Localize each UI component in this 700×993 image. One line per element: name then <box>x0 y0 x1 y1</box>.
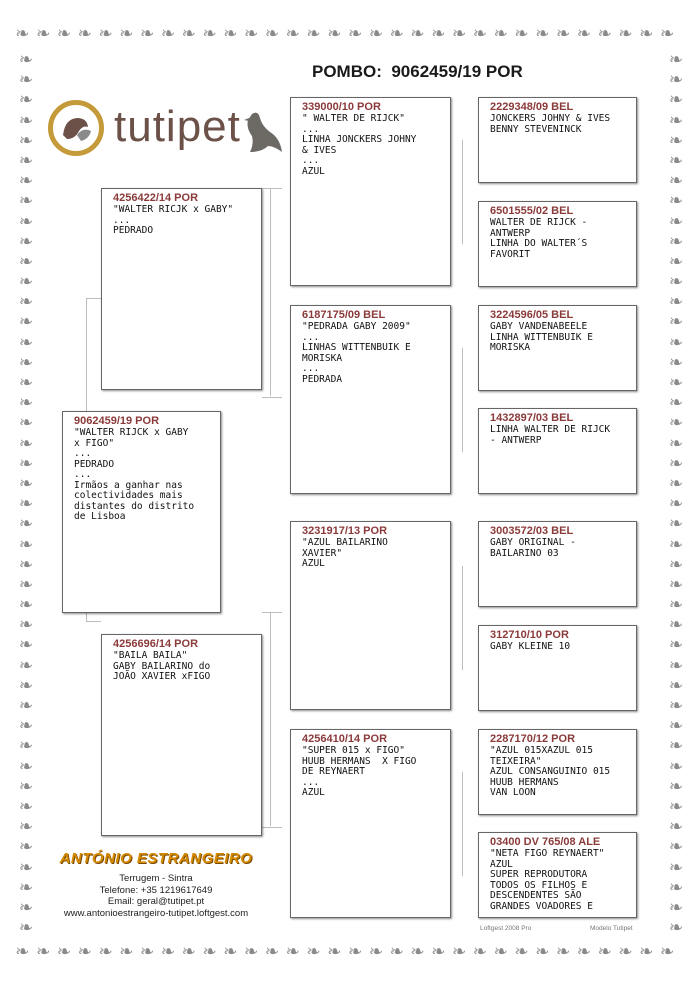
pigeon-icon: ❧ <box>327 26 342 44</box>
pigeon-info-line: "AZUL 015XAZUL 015 <box>490 745 593 756</box>
pigeon-icon: ❧ <box>410 944 425 962</box>
pigeon-info-line: LINHA WITTENBUIK E <box>490 331 593 343</box>
pigeon-info-line: DE REYNAERT <box>302 766 365 777</box>
pigeon-info-line: VAN LOON <box>490 787 536 798</box>
pigeon-info-line: " WALTER DE RIJCK" <box>302 113 405 124</box>
ring-number: 03400 DV 765/08 ALE <box>490 836 601 848</box>
pigeon-info-line: ... <box>302 123 320 135</box>
pigeon-info-line: de Lisboa <box>74 511 126 522</box>
pigeon-icon: ❧ <box>668 857 684 878</box>
pigeon-icon: ❧ <box>668 211 684 232</box>
pigeon-icon: ❧ <box>264 26 280 44</box>
pigeon-info-line: ... <box>302 363 320 374</box>
pigeon-info-line: DESCENDENTES SÃO <box>490 890 582 901</box>
pigeon-icon: ❧ <box>18 817 34 838</box>
pigeon-icon: ❧ <box>202 944 217 962</box>
ring-number: 6501555/02 BEL <box>490 205 574 217</box>
pigeon-info-line: BENNY STEVENINCK <box>490 123 582 135</box>
pigeon-icon: ❧ <box>668 413 684 434</box>
pigeon-icon: ❧ <box>668 897 684 918</box>
pigeon-icon: ❧ <box>472 944 488 962</box>
pigeon-icon: ❧ <box>18 514 34 535</box>
pigeon-icon: ❧ <box>15 26 30 44</box>
connector-sire <box>262 188 282 398</box>
pigeon-icon: ❧ <box>668 696 684 716</box>
pigeon-icon: ❧ <box>18 453 34 474</box>
pigeon-info-line: colectividades mais <box>74 490 183 501</box>
pigeon-info-line: ... <box>74 469 92 480</box>
pigeon-icon: ❧ <box>18 393 34 414</box>
pigeon-icon: ❧ <box>160 944 176 962</box>
pigeon-icon: ❧ <box>618 944 633 962</box>
pigeon-icon: ❧ <box>77 944 92 962</box>
pigeon-icon: ❧ <box>668 90 684 111</box>
pigeon-info-line: HUUB HERMANS X FIGO <box>302 755 417 767</box>
pigeon-icon: ❧ <box>668 453 684 474</box>
pigeon-icon: ❧ <box>18 272 34 293</box>
pigeon-icon: ❧ <box>18 130 34 151</box>
pigeon-icon: ❧ <box>668 110 684 131</box>
pigeon-info-line: AZUL <box>302 787 325 798</box>
pigeon-icon: ❧ <box>36 26 51 44</box>
pigeon-icon: ❧ <box>535 944 550 962</box>
pigeon-icon: ❧ <box>18 574 34 595</box>
pigeon-icon: ❧ <box>668 817 684 838</box>
ring-number: 339000/10 POR <box>302 101 381 113</box>
pigeon-icon: ❧ <box>56 944 72 962</box>
pigeon-icon: ❧ <box>18 171 34 192</box>
pigeon-info-line: LINHA DO WALTER´S <box>490 238 588 249</box>
pigeon-icon: ❧ <box>18 211 34 232</box>
pigeon-icon: ❧ <box>668 514 684 535</box>
pigeon-icon: ❧ <box>668 433 684 454</box>
pigeon-icon: ❧ <box>244 26 259 44</box>
pigeon-icon: ❧ <box>555 26 571 44</box>
ring-number: 9062459/19 POR <box>74 415 160 427</box>
pigeon-icon: ❧ <box>18 251 34 272</box>
pigeon-icon: ❧ <box>18 736 34 757</box>
pigeon-info-line: "SUPER 015 x FIGO" <box>302 745 405 756</box>
pigeon-info-line: Irmãos a ganhar nas <box>74 479 183 491</box>
pigeon-info-line: PEDRADO <box>113 225 154 236</box>
pigeon-info-line: MORISKA <box>490 342 531 353</box>
pigeon-icon: ❧ <box>18 312 34 333</box>
pigeon-icon: ❧ <box>668 635 684 656</box>
ring-number: 3231917/13 POR <box>302 525 388 537</box>
pigeon-icon: ❧ <box>668 393 684 414</box>
border-bottom-pigeons <box>12 944 688 968</box>
pigeon-ggp4-card <box>478 408 637 494</box>
pigeon-info-line: AZUL <box>490 858 513 870</box>
pigeon-icon: ❧ <box>18 857 34 878</box>
pigeon-icon: ❧ <box>452 944 467 962</box>
pigeon-icon: ❧ <box>668 796 684 817</box>
breeder-info <box>58 850 254 919</box>
pigeon-icon: ❧ <box>18 534 34 555</box>
pigeon-gp4-card <box>290 729 451 918</box>
pigeon-info-line: WALTER DE RIJCK - <box>490 217 588 228</box>
pigeon-icon: ❧ <box>668 70 684 91</box>
pigeon-icon: ❧ <box>639 26 654 44</box>
pigeon-icon: ❧ <box>668 837 684 858</box>
pigeon-icon: ❧ <box>18 635 34 656</box>
brand-name: tutipet <box>114 102 241 151</box>
pigeon-info-line: "WALTER RICJK x GABY" <box>113 204 234 215</box>
pigeon-ggp7-card <box>478 729 637 815</box>
pigeon-info-line: GABY KLEINE 10 <box>490 641 571 652</box>
pigeon-ggp1-card <box>478 97 637 183</box>
pigeon-info-line: PEDRADO <box>74 458 115 470</box>
pigeon-icon: ❧ <box>18 231 34 252</box>
pigeon-info-line: FAVORIT <box>490 248 531 260</box>
pigeon-info-line: GRANDES VOADORES E <box>490 900 593 912</box>
pigeon-info-line: "NETA FIGO REYNAERT" <box>490 848 605 859</box>
pigeon-icon: ❧ <box>140 26 155 44</box>
pigeon-icon: ❧ <box>18 615 34 636</box>
pigeon-icon: ❧ <box>18 675 34 696</box>
connector-gp3-v <box>462 566 463 670</box>
pigeon-icon: ❧ <box>668 272 684 293</box>
pigeon-info-line: BAILARINO 03 <box>490 547 559 559</box>
pigeon-icon: ❧ <box>472 26 488 44</box>
pigeon-icon: ❧ <box>668 554 684 575</box>
pigeon-info-line: AZUL CONSANGUINIO 015 <box>490 766 611 777</box>
pigeon-icon: ❧ <box>18 696 34 716</box>
pigeon-dam-card <box>101 634 262 836</box>
pigeon-icon: ❧ <box>15 944 30 962</box>
pigeon-ggp2-card <box>478 201 637 287</box>
connector-dam <box>262 612 282 828</box>
ring-number: 6187175/09 BEL <box>302 309 386 321</box>
pigeon-info-line: ... <box>74 448 92 459</box>
pigeon-icon: ❧ <box>181 26 196 44</box>
pigeon-icon: ❧ <box>668 171 684 192</box>
pigeon-icon: ❧ <box>98 944 113 962</box>
pigeon-info-line: GABY VANDENABEELE <box>490 321 588 332</box>
pigeon-icon: ❧ <box>223 26 238 44</box>
title-number: 9062459/19 POR <box>391 62 523 81</box>
pigeon-info-line: "WALTER RIJCK x GABY <box>74 427 189 438</box>
pigeon-icon: ❧ <box>140 944 155 962</box>
pigeon-icon: ❧ <box>119 26 134 44</box>
pigeon-gp2-card <box>290 305 451 494</box>
pigeon-icon: ❧ <box>659 26 675 44</box>
pigeon-icon: ❧ <box>668 373 684 393</box>
pigeon-info-line: AZUL <box>302 558 325 569</box>
pigeon-icon: ❧ <box>368 26 384 44</box>
pigeon-info-line: LINHA WALTER DE RIJCK <box>490 424 611 435</box>
pigeon-icon: ❧ <box>36 944 51 962</box>
pigeon-icon: ❧ <box>668 130 684 151</box>
pigeon-icon: ❧ <box>327 944 342 962</box>
pigeon-ggp8-card <box>478 832 637 918</box>
pigeon-ggp6-card <box>478 625 637 711</box>
dog-cat-pigeon-logo-icon <box>48 100 104 156</box>
pigeon-gp1-card <box>290 97 451 286</box>
ring-number: 1432897/03 BEL <box>490 412 574 424</box>
pigeon-icon: ❧ <box>576 26 592 44</box>
ring-number: 2287170/12 POR <box>490 733 576 745</box>
pigeon-info-line: HUUB HERMANS <box>490 776 559 788</box>
pigeon-icon: ❧ <box>493 944 508 962</box>
breeder-location: Terrugem - Sintra <box>119 873 193 884</box>
pigeon-icon: ❧ <box>668 292 684 313</box>
pigeon-icon: ❧ <box>244 944 259 962</box>
pigeon-icon: ❧ <box>668 918 684 939</box>
pigeon-icon: ❧ <box>18 494 34 515</box>
pigeon-icon: ❧ <box>452 26 467 44</box>
pigeon-icon: ❧ <box>264 944 280 962</box>
pigeon-ggp3-card <box>478 305 637 391</box>
pigeon-info-line: XAVIER" <box>302 547 343 559</box>
pigeon-info-line: ... <box>302 331 320 343</box>
pigeon-icon: ❧ <box>639 944 654 962</box>
pigeon-icon: ❧ <box>668 655 684 676</box>
pigeon-icon: ❧ <box>18 70 34 91</box>
pigeon-icon: ❧ <box>668 352 684 373</box>
pigeon-icon: ❧ <box>18 191 34 212</box>
pigeon-info-line: ANTWERP <box>490 227 531 239</box>
pigeon-icon: ❧ <box>431 944 446 962</box>
pigeon-icon: ❧ <box>18 110 34 131</box>
pigeon-icon: ❧ <box>18 877 34 898</box>
pigeon-sire-card <box>101 188 262 390</box>
pigeon-icon: ❧ <box>368 944 384 962</box>
pigeon-icon: ❧ <box>18 776 34 797</box>
pigeon-icon: ❧ <box>18 554 34 575</box>
pigeon-icon: ❧ <box>181 944 196 962</box>
pigeon-icon: ❧ <box>18 150 34 171</box>
footer-software: Loftgest 2008 Pro <box>480 925 532 932</box>
ring-number: 4256696/14 POR <box>113 638 199 650</box>
pigeon-icon: ❧ <box>285 944 300 962</box>
pigeon-icon: ❧ <box>223 944 238 962</box>
pigeon-icon: ❧ <box>668 574 684 595</box>
pigeon-icon: ❧ <box>668 736 684 757</box>
pigeon-icon: ❧ <box>493 26 508 44</box>
pigeon-icon: ❧ <box>18 716 34 737</box>
pigeon-icon: ❧ <box>306 26 321 44</box>
pigeon-icon: ❧ <box>77 26 92 44</box>
border-left-pigeons <box>14 52 38 942</box>
border-right-pigeons <box>664 52 688 942</box>
pigeon-icon: ❧ <box>668 332 684 353</box>
pigeon-icon: ❧ <box>576 944 592 962</box>
pigeon-icon: ❧ <box>18 373 34 393</box>
connector-gp2-v <box>462 348 463 452</box>
pigeon-icon: ❧ <box>389 944 404 962</box>
pigeon-info-line: PEDRADA <box>302 373 343 385</box>
ring-number: 2229348/09 BEL <box>490 101 574 113</box>
pigeon-icon: ❧ <box>202 26 217 44</box>
pigeon-info-line: & IVES <box>302 144 337 156</box>
pigeon-info-line: "AZUL BAILARINO <box>302 537 388 548</box>
pigeon-icon: ❧ <box>18 433 34 454</box>
pigeon-info-line: SUPER REPRODUTORA <box>490 869 588 880</box>
ring-number: 312710/10 POR <box>490 629 569 641</box>
pigeon-icon: ❧ <box>18 837 34 858</box>
pigeon-icon: ❧ <box>668 494 684 515</box>
pigeon-info-line: distantes do distrito <box>74 500 195 512</box>
pigeon-info-line: LINHAS WITTENBUIK E <box>302 342 411 353</box>
pigeon-icon: ❧ <box>18 332 34 353</box>
pigeon-icon: ❧ <box>514 26 529 44</box>
pigeon-icon: ❧ <box>668 251 684 272</box>
pigeon-icon: ❧ <box>18 756 34 777</box>
pigeon-info-line: TEIXEIRA" <box>490 755 542 767</box>
pigeon-icon: ❧ <box>668 595 684 616</box>
pigeon-info-line: GABY BAILARINO do <box>113 660 211 672</box>
pigeon-icon: ❧ <box>18 352 34 373</box>
pigeon-info-line: "BAILA BAILA" <box>113 650 188 661</box>
pigeon-icon: ❧ <box>18 655 34 676</box>
pigeon-icon: ❧ <box>668 231 684 252</box>
ring-number: 3003572/03 BEL <box>490 525 574 537</box>
pigeon-icon: ❧ <box>668 534 684 555</box>
ring-number: 4256422/14 POR <box>113 192 199 204</box>
pigeon-icon: ❧ <box>668 150 684 171</box>
pigeon-icon: ❧ <box>668 312 684 333</box>
pigeon-subject-card <box>62 411 221 613</box>
pigeon-icon: ❧ <box>18 90 34 111</box>
pigeon-icon: ❧ <box>389 26 404 44</box>
pigeon-icon: ❧ <box>18 918 34 939</box>
pigeon-info-line: - ANTWERP <box>490 434 542 446</box>
breeder-phone: Telefone: +35 1219617649 <box>99 884 213 896</box>
pigeon-icon: ❧ <box>668 473 684 494</box>
pigeon-icon: ❧ <box>668 756 684 777</box>
pigeon-icon: ❧ <box>668 877 684 898</box>
pigeon-icon: ❧ <box>18 796 34 817</box>
pigeon-icon: ❧ <box>668 191 684 212</box>
title-label: POMBO: <box>312 62 382 81</box>
ring-number: 3224596/05 BEL <box>490 309 574 321</box>
pigeon-icon: ❧ <box>668 776 684 797</box>
pigeon-icon <box>240 108 284 158</box>
pigeon-icon: ❧ <box>348 944 363 962</box>
pigeon-icon: ❧ <box>535 26 550 44</box>
page-title <box>312 62 523 82</box>
breeder-name: ANTÓNIO ESTRANGEIRO <box>59 850 253 867</box>
pigeon-info-line: ... <box>302 776 320 788</box>
pigeon-icon: ❧ <box>668 716 684 737</box>
breeder-website: www.antonioestrangeiro-tutipet.loftgest.com <box>63 907 249 919</box>
connector-gp1-v <box>462 140 463 244</box>
pigeon-icon: ❧ <box>306 944 321 962</box>
pigeon-icon: ❧ <box>98 26 113 44</box>
pigeon-info-line: ... <box>302 155 320 166</box>
pigeon-icon: ❧ <box>597 944 612 962</box>
pigeon-icon: ❧ <box>18 52 34 70</box>
footer-model: Modelo Tutipet <box>590 925 633 932</box>
pigeon-icon: ❧ <box>285 26 300 44</box>
pigeon-icon: ❧ <box>597 26 612 44</box>
breeder-email: Email: geral@tutipet.pt <box>107 896 205 907</box>
pigeon-icon: ❧ <box>668 615 684 636</box>
pigeon-info-line: LINHA JONCKERS JOHNY <box>302 134 417 145</box>
border-top-pigeons <box>12 26 688 50</box>
pigeon-info-line: "PEDRADA GABY 2009" <box>302 321 411 332</box>
pigeon-ggp5-card <box>478 521 637 607</box>
pigeon-icon: ❧ <box>668 675 684 696</box>
pigeon-info-line: TODOS OS FILHOS E <box>490 879 588 891</box>
pigeon-icon: ❧ <box>410 26 425 44</box>
pigeon-icon: ❧ <box>659 944 675 962</box>
pigeon-icon: ❧ <box>348 26 363 44</box>
pigeon-icon: ❧ <box>514 944 529 962</box>
pigeon-icon: ❧ <box>56 26 72 44</box>
pigeon-icon: ❧ <box>18 473 34 494</box>
pigeon-info-line: JOÃO XAVIER xFIGO <box>113 671 211 682</box>
pigeon-icon: ❧ <box>18 413 34 434</box>
pigeon-icon: ❧ <box>618 26 633 44</box>
ring-number: 4256410/14 POR <box>302 733 388 745</box>
pigeon-icon: ❧ <box>18 595 34 616</box>
pigeon-icon: ❧ <box>668 52 684 70</box>
pigeon-icon: ❧ <box>119 944 134 962</box>
pigeon-icon: ❧ <box>160 26 176 44</box>
pigeon-icon: ❧ <box>555 944 571 962</box>
pigeon-info-line: ... <box>113 214 131 226</box>
pigeon-gp3-card <box>290 521 451 710</box>
pigeon-info-line: MORISKA <box>302 352 343 364</box>
pigeon-info-line: x FIGO" <box>74 437 115 449</box>
pigeon-info-line: JONCKERS JOHNY & IVES <box>490 113 611 124</box>
pigeon-icon: ❧ <box>18 292 34 313</box>
connector-sire-v <box>270 188 271 396</box>
tutipet-logo <box>48 100 288 160</box>
pigeon-icon: ❧ <box>431 26 446 44</box>
pigeon-info-line: AZUL <box>302 165 325 177</box>
connector-gp4-v <box>462 772 463 876</box>
pigeon-info-line: GABY ORIGINAL - <box>490 537 576 548</box>
pigeon-icon: ❧ <box>18 897 34 918</box>
